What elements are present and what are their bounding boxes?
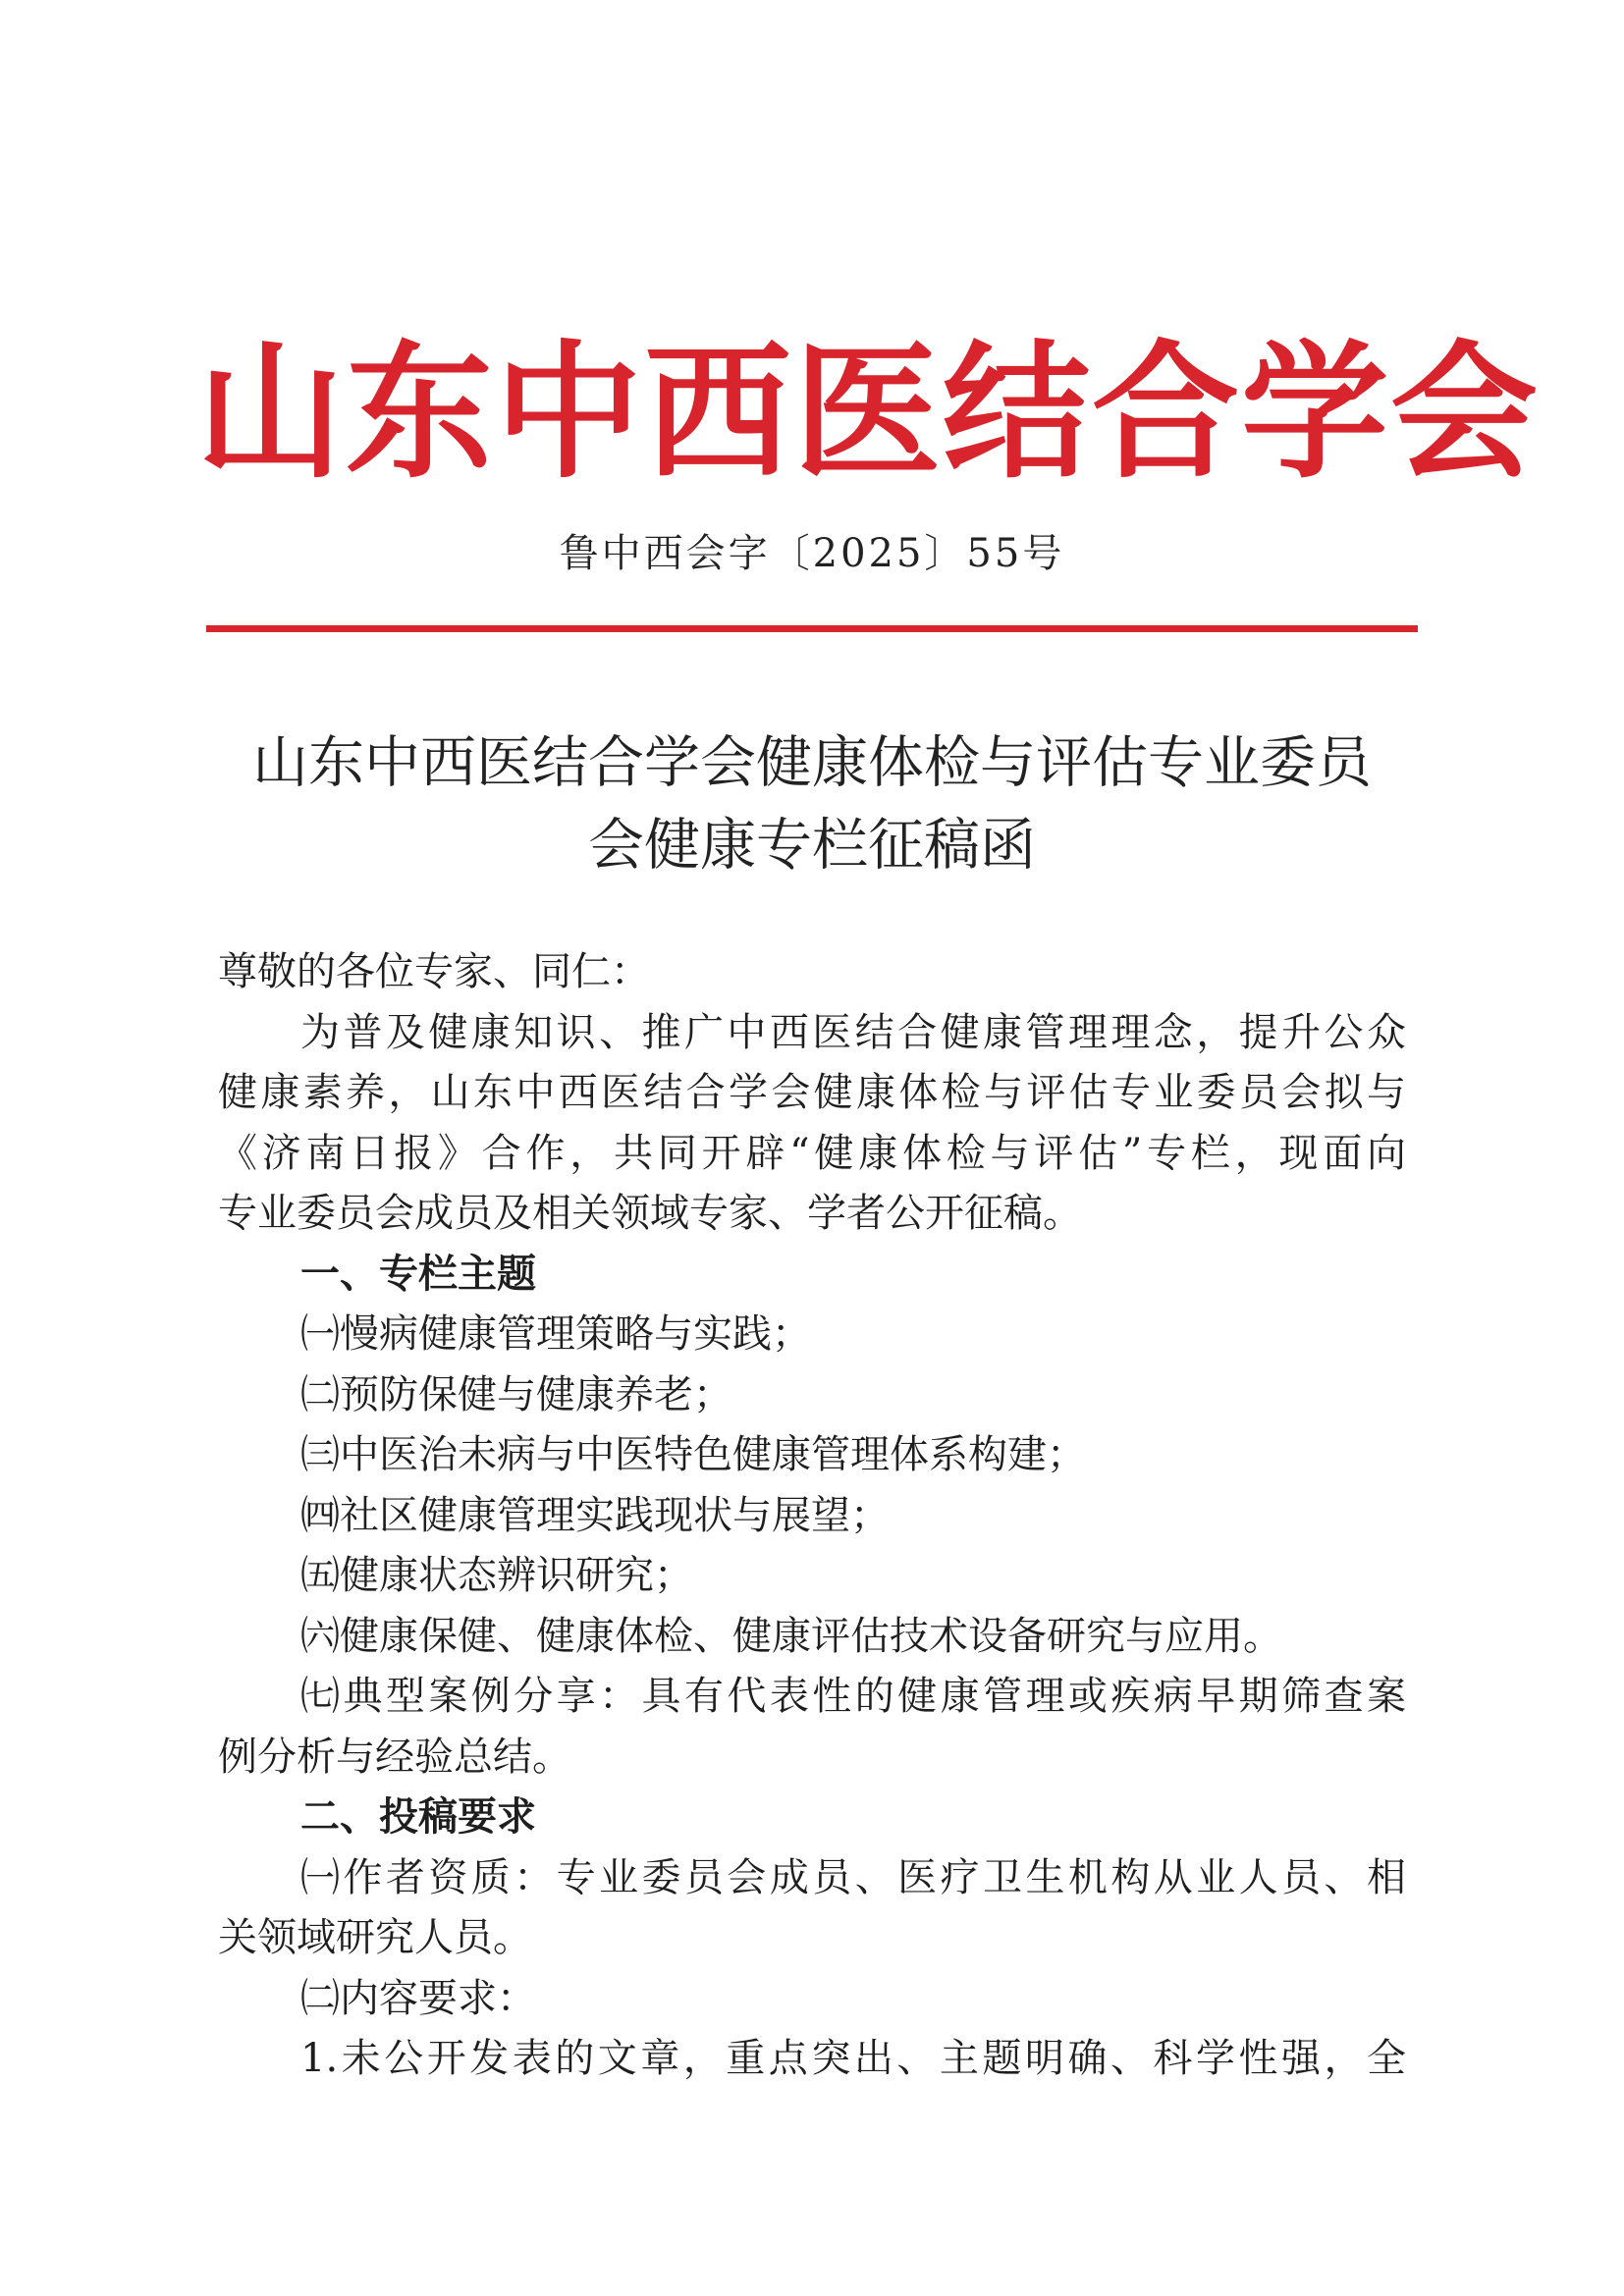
salutation: 尊敬的各位专家、同仁： [218,949,650,994]
section-heading-topics: 一、专栏主题 [300,1251,536,1297]
document-number: 鲁中西会字〔2025〕55号 [559,531,1065,576]
organization-masthead: 山东中西医结合学会 [196,326,1541,499]
requirement-item-continued: 关领域研究人员。 [218,1915,532,1960]
requirement-item: ㈡内容要求： [300,1975,536,2021]
title-line-1: 山东中西医结合学会健康体检与评估专业委员 [252,730,1372,795]
topic-item: ㈡预防保健与健康养老； [300,1371,732,1417]
red-divider-line [206,625,1418,632]
topic-item: ㈤健康状态辨识研究； [300,1553,693,1598]
topic-item: ㈢中医治未病与中医特色健康管理体系构建； [300,1432,1086,1477]
topic-item-continued: 例分析与经验总结。 [218,1734,571,1780]
section-heading-requirements: 二、投稿要求 [300,1794,536,1840]
document-body [218,942,1406,2090]
requirement-item: ㈠作者资质：专业委员会成员、医疗卫生机构从业人员、相 [300,1854,1406,1900]
intro-paragraph-line: 为普及健康知识、推广中西医结合健康管理理念，提升公众 [300,1009,1406,1055]
requirement-subitem: 1.未公开发表的文章，重点突出、主题明确、科学性强，全 [300,2036,1406,2081]
intro-paragraph-line: 专业委员会成员及相关领域专家、学者公开征稿。 [218,1191,1082,1236]
topic-item: ㈣社区健康管理实践现状与展望； [300,1492,890,1538]
title-line-2: 会健康专栏征稿函 [588,813,1036,878]
intro-paragraph-line: 《济南日报》合作，共同开辟“健康体检与评估”专栏，现面向 [218,1130,1406,1176]
topic-item: ㈥健康保健、健康体检、健康评估技术设备研究与应用。 [300,1613,1282,1659]
document-title [177,721,1447,886]
intro-paragraph-line: 健康素养，山东中西医结合学会健康体检与评估专业委员会拟与 [218,1070,1406,1115]
topic-item: ㈠慢病健康管理策略与实践； [300,1311,811,1357]
topic-item: ㈦典型案例分享：具有代表性的健康管理或疾病早期筛查案 [300,1674,1406,1719]
